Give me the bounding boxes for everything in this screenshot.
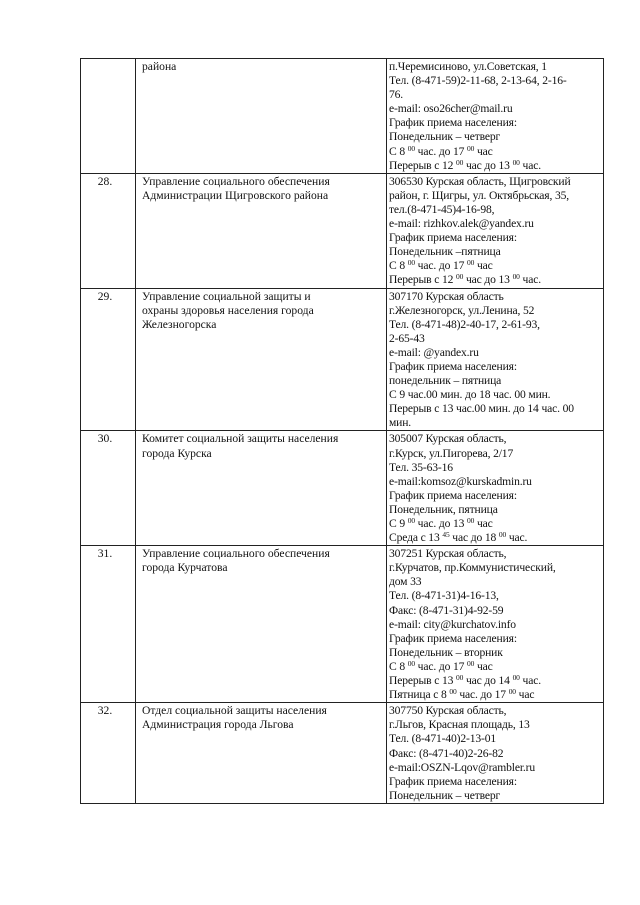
contact-info-line: Пятница с 8 $^{00}$ час. до 17 $^{00}$ час bbox=[389, 687, 535, 702]
organization-name-line: города Курчатова bbox=[142, 561, 228, 575]
contact-info-line: Среда с 13 $^{45}$ час до 18 $^{00}$ час. bbox=[389, 530, 528, 545]
contact-info bbox=[387, 546, 604, 703]
contact-info-line: Перерыв с 13 час.00 мин. до 14 час. 00 bbox=[389, 402, 574, 416]
contact-info-line: Тел. (8-471-48)2-40-17, 2-61-93, bbox=[389, 317, 540, 331]
social-services-table bbox=[80, 58, 604, 804]
contact-info-line: Тел. 35-63-16 bbox=[389, 460, 453, 474]
contact-info-line: Факс: (8-471-40)2-26-82 bbox=[389, 746, 504, 760]
contact-info-line: Перерыв с 12 $^{00}$ час до 13 $^{00}$ час. bbox=[389, 272, 541, 287]
contact-info-line: Понедельник – четверг bbox=[389, 788, 501, 802]
contact-info-line: e-mail: oso26cher@mail.ru bbox=[389, 102, 513, 116]
contact-info-line: 307750 Курская область, bbox=[389, 704, 507, 718]
contact-info-line: 305007 Курская область, bbox=[389, 432, 507, 446]
contact-info-line: г.Курчатов, пр.Коммунистический, bbox=[389, 561, 556, 575]
contact-info-line: e-mail:OSZN-Lqov@rambler.ru bbox=[389, 760, 536, 774]
contact-info-line: понедельник – пятница bbox=[389, 374, 502, 388]
contact-info-line: e-mail:komsoz@kurskadmin.ru bbox=[389, 474, 532, 488]
organization-name-line: Управление социальной защиты и bbox=[142, 289, 311, 303]
contact-info-line: Понедельник – вторник bbox=[389, 645, 503, 659]
row-number: 32. bbox=[81, 703, 136, 804]
organization-name-line: охраны здоровья населения города bbox=[142, 303, 314, 317]
contact-info-line: Перерыв с 12 $^{00}$ час до 13 $^{00}$ час. bbox=[389, 157, 541, 172]
contact-info-line: тел.(8-471-45)4-16-98, bbox=[389, 202, 495, 216]
table-row bbox=[81, 288, 604, 431]
contact-info-line: Тел. (8-471-59)2-11-68, 2-13-64, 2-16- bbox=[389, 74, 567, 88]
organization-name bbox=[136, 288, 387, 431]
contact-info-line: 76. bbox=[389, 88, 404, 102]
organization-name-line: района bbox=[142, 60, 177, 73]
organization-name-line: Комитет социальной защиты населения bbox=[142, 432, 339, 446]
contact-info-line: График приема населения: bbox=[389, 116, 517, 130]
organization-name-line: Администрации Щигровского района bbox=[142, 188, 329, 202]
contact-info bbox=[387, 288, 604, 431]
table-row bbox=[81, 431, 604, 546]
organization-name bbox=[136, 431, 387, 546]
contact-info-line: С 8 $^{00}$ час. до 17 $^{00}$ час bbox=[389, 143, 493, 158]
contact-info bbox=[387, 431, 604, 546]
organization-name-line: Железногорска bbox=[142, 317, 217, 331]
row-number: 28. bbox=[81, 173, 136, 288]
contact-info-line: С 9 час.00 мин. до 18 час. 00 мин. bbox=[389, 388, 551, 402]
contact-info-line: e-mail: rizhkov.alek@yandex.ru bbox=[389, 217, 534, 231]
contact-info-line: График приема населения: bbox=[389, 231, 517, 245]
organization-name bbox=[136, 546, 387, 703]
contact-info-line: Понедельник – четверг bbox=[389, 130, 501, 144]
organization-name bbox=[136, 173, 387, 288]
contact-info-line: 307251 Курская область, bbox=[389, 547, 507, 561]
contact-info-line: 2-65-43 bbox=[389, 331, 425, 345]
table-row bbox=[81, 59, 604, 174]
contact-info-line: e-mail: @yandex.ru bbox=[389, 345, 479, 359]
contact-info-line: График приема населения: bbox=[389, 631, 517, 645]
organization-name-line: Администрация города Льгова bbox=[142, 718, 294, 732]
contact-info-line: Перерыв с 13 $^{00}$ час до 14 $^{00}$ час. bbox=[389, 673, 541, 688]
contact-info-line: Факс: (8-471-31)4-92-59 bbox=[389, 603, 504, 617]
contact-info-line: Тел. (8-471-40)2-13-01 bbox=[389, 732, 496, 746]
contact-info-line: г.Курск, ул.Пигорева, 2/17 bbox=[389, 446, 514, 460]
organization-name-line: Управление социального обеспечения bbox=[142, 174, 330, 188]
contact-info-line: мин. bbox=[389, 416, 412, 430]
organization-name-line: Отдел социальной защиты населения bbox=[142, 704, 327, 718]
contact-info-line: График приема населения: bbox=[389, 359, 517, 373]
table-row bbox=[81, 173, 604, 288]
contact-info-line: г.Железногорск, ул.Ленина, 52 bbox=[389, 303, 535, 317]
contact-info-line: С 9 $^{00}$ час. до 13 $^{00}$ час bbox=[389, 516, 493, 530]
table-body bbox=[81, 59, 604, 804]
organization-name-line: города Курска bbox=[142, 446, 212, 460]
contact-info-line: e-mail: city@kurchatov.info bbox=[389, 617, 516, 631]
contact-info-line: График приема населения: bbox=[389, 488, 517, 502]
contact-info-line: район, г. Щигры, ул. Октябрьская, 35, bbox=[389, 188, 569, 202]
contact-info-line: Тел. (8-471-31)4-16-13, bbox=[389, 589, 499, 603]
contact-info bbox=[387, 703, 604, 804]
organization-name bbox=[136, 703, 387, 804]
contact-info-line: 306530 Курская область, Щигровский bbox=[389, 174, 571, 188]
contact-info-line: Понедельник –пятница bbox=[389, 245, 501, 259]
row-number bbox=[81, 59, 136, 174]
contact-info-line: С 8 $^{00}$ час. до 17 $^{00}$ час bbox=[389, 658, 493, 673]
row-number: 30. bbox=[81, 431, 136, 546]
contact-info bbox=[387, 173, 604, 288]
organization-name-line: Управление социального обеспечения bbox=[142, 547, 330, 561]
table-row bbox=[81, 546, 604, 703]
contact-info-line: График приема населения: bbox=[389, 774, 517, 788]
table-row bbox=[81, 703, 604, 804]
contact-info-line: п.Черемисиново, ул.Советская, 1 bbox=[389, 60, 547, 73]
contact-info-line: 307170 Курская область bbox=[389, 289, 504, 303]
contact-info-line: дом 33 bbox=[389, 575, 422, 589]
contact-info-line: г.Льгов, Красная площадь, 13 bbox=[389, 718, 530, 732]
contact-info-line: Понедельник, пятница bbox=[389, 502, 498, 516]
row-number: 29. bbox=[81, 288, 136, 431]
contact-info-line: С 8 $^{00}$ час. до 17 $^{00}$ час bbox=[389, 258, 493, 273]
contact-info bbox=[387, 59, 604, 174]
row-number: 31. bbox=[81, 546, 136, 703]
organization-name bbox=[136, 59, 387, 174]
